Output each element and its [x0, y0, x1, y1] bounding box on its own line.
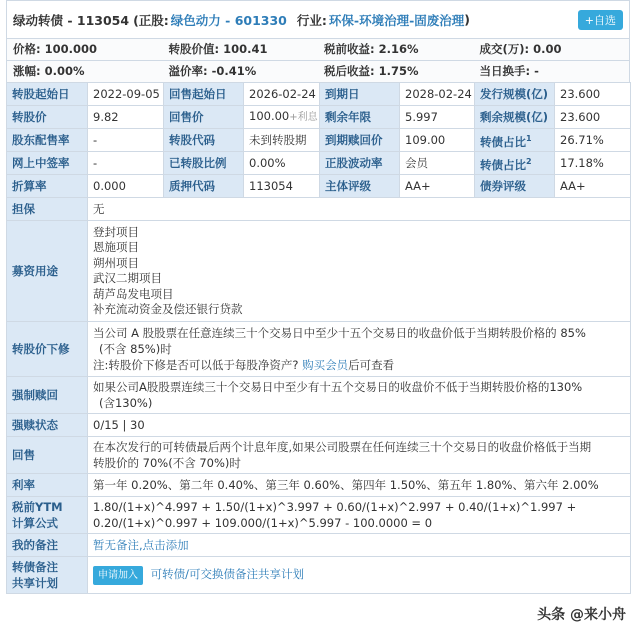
placement-rate-label: 股东配售率 [7, 129, 88, 152]
table-row [7, 129, 631, 152]
pledge-code-value: 113054 [244, 175, 320, 198]
rate-value: 第一年 0.20%、第二年 0.40%、第三年 0.60%、第四年 1.50%、第五年 1.80%、第六年 2.00% [88, 474, 631, 497]
force-redeem-label: 强制赎回 [7, 377, 88, 414]
my-note-row [7, 534, 631, 557]
bond-info-table [6, 82, 631, 594]
conversion-start-label: 转股起始日 [7, 83, 88, 106]
bond-rating-value: AA+ [555, 175, 631, 198]
conversion-price-value: 9.82 [88, 106, 164, 129]
my-note-link[interactable]: 暂无备注,点击添加 [88, 534, 631, 557]
quote-conversion-value: 转股价值: 100.41 [168, 42, 268, 56]
bond-ratio-2-value: 17.18% [555, 152, 631, 175]
list-item: 补充流动资金及偿还银行贷款 [93, 302, 243, 316]
redemption-price-label: 到期赎回价 [320, 129, 400, 152]
issue-size-label: 发行规模(亿) [475, 83, 555, 106]
table-row [7, 106, 631, 129]
issuer-rating-label: 主体评级 [320, 175, 400, 198]
share-note-cell [88, 557, 631, 594]
placement-rate-value: - [88, 129, 164, 152]
bond-ratio-1-value: 26.71% [555, 129, 631, 152]
my-note-label: 我的备注 [7, 534, 88, 557]
conversion-code-label: 转股代码 [164, 129, 244, 152]
share-note-label: 转债备注 共享计划 [7, 557, 88, 594]
bond-detail-panel [6, 0, 630, 594]
force-redeem-row [7, 377, 631, 414]
maturity-date-label: 到期日 [320, 83, 400, 106]
maturity-date-value: 2028-02-24 [400, 83, 475, 106]
conversion-price-label: 转股价 [7, 106, 88, 129]
put-back-row [7, 437, 631, 474]
price-down-text: 当公司 A 股股票在任意连续三十个交易日中至少十五个交易日的收盘价低于当期转股价格的 85% (不含 85%)时 注:转股价下修是否可以低于每股净资产? 购买会员后可查看 [88, 322, 631, 377]
discount-rate-label: 折算率 [7, 175, 88, 198]
list-item: 朔州项目 [93, 255, 139, 270]
guarantee-row [7, 198, 631, 221]
stock-volatility-link[interactable]: 会员 [400, 152, 475, 175]
put-start-value: 2026-02-24 [244, 83, 320, 106]
stock-prefix: (正股: [133, 12, 169, 28]
put-back-text: 在本次发行的可转债最后两个计息年度,如果公司股票在任何连续三十个交易日的收盘价格低于当期 转股价的 70%(不含 70%)时 [88, 437, 631, 474]
price-down-row [7, 322, 631, 377]
put-price-value: 100.00+利息 [244, 106, 320, 129]
fund-use-list [88, 221, 631, 322]
ytm-label: 税前YTM 计算公式 [7, 497, 88, 534]
stock-link[interactable]: 绿色动力 - 601330 [170, 12, 287, 28]
redeem-status-label: 强赎状态 [7, 414, 88, 437]
quote-row-1 [6, 38, 630, 60]
share-note-row [7, 557, 631, 594]
force-redeem-text: 如果公司A股股票连续三十个交易日中至少有十五个交易日的收盘价不低于当期转股价格的130% (含130%) [88, 377, 631, 414]
redeem-status-row [7, 414, 631, 437]
remaining-years-value: 5.997 [400, 106, 475, 129]
issue-size-value: 23.600 [555, 83, 631, 106]
put-back-label: 回售 [7, 437, 88, 474]
quote-aftertax-yield: 税后收益: 1.75% [324, 64, 419, 78]
stock-volatility-label: 正股波动率 [320, 152, 400, 175]
fund-use-row [7, 221, 631, 322]
quote-turnover: 当日换手: - [479, 64, 539, 78]
remaining-size-value: 23.600 [555, 106, 631, 129]
table-row [7, 83, 631, 106]
bond-name: 绿动转债 - 113054 [13, 12, 130, 28]
industry-label: 行业: [296, 12, 327, 28]
put-start-label: 回售起始日 [164, 83, 244, 106]
bond-ratio-1-label: 转债占比$^1$ [475, 129, 555, 152]
quote-volume: 成交(万): 0.00 [479, 42, 562, 56]
apply-join-button[interactable]: 申请加入 [93, 566, 143, 585]
issuer-rating-value: AA+ [400, 175, 475, 198]
discount-rate-value: 0.000 [88, 175, 164, 198]
watermark: 头条 @来小舟 [537, 604, 626, 624]
ytm-formula: 1.80/(1+x)^4.997 + 1.50/(1+x)^3.997 + 0.60/(1+x)^2.997 + 0.40/(1+x)^1.997 + 0.20/(1+x)^0.997 + 109.000/(1+x)^5.997 - 100.0000 = 0 [88, 497, 631, 534]
rate-row [7, 474, 631, 497]
quote-row-2 [6, 60, 630, 82]
industry-link[interactable]: 环保-环境治理-固废治理 [328, 12, 465, 28]
lottery-rate-label: 网上中签率 [7, 152, 88, 175]
put-price-label: 回售价 [164, 106, 244, 129]
list-item: 登封项目 [93, 224, 139, 239]
ytm-row [7, 497, 631, 534]
buy-member-link[interactable]: 购买会员 [302, 358, 349, 372]
conversion-start-value: 2022-09-05 [88, 83, 164, 106]
table-row [7, 152, 631, 175]
guarantee-value: 无 [88, 198, 631, 221]
remaining-years-label: 剩余年限 [320, 106, 400, 129]
list-item: 葫芦岛发电项目 [93, 286, 174, 301]
bond-rating-label: 债券评级 [475, 175, 555, 198]
add-watchlist-button[interactable]: +自选 [578, 10, 623, 30]
list-item: 恩施项目 [93, 240, 139, 254]
pledge-code-label: 质押代码 [164, 175, 244, 198]
price-down-label: 转股价下修 [7, 322, 88, 377]
conversion-code-value: 未到转股期 [244, 129, 320, 152]
redemption-price-value: 109.00 [400, 129, 475, 152]
guarantee-label: 担保 [7, 198, 88, 221]
fund-use-label: 募资用途 [7, 221, 88, 322]
table-row [7, 175, 631, 198]
close-paren: ) [464, 12, 470, 27]
rate-label: 利率 [7, 474, 88, 497]
quote-price: 价格: 100.000 [13, 42, 98, 56]
remaining-size-label: 剩余规模(亿) [475, 106, 555, 129]
quote-pretax-yield: 税前收益: 2.16% [324, 42, 419, 56]
quote-premium: 溢价率: -0.41% [168, 64, 257, 78]
list-item: 武汉二期项目 [93, 271, 162, 285]
bond-ratio-2-label: 转债占比$^2$ [475, 152, 555, 175]
bond-header [6, 0, 630, 38]
share-plan-link[interactable]: 可转债/可交换债备注共享计划 [150, 566, 305, 581]
converted-ratio-value: 0.00% [244, 152, 320, 175]
quote-change: 涨幅: 0.00% [13, 64, 85, 78]
redeem-status-value: 0/15 | 30 [88, 414, 631, 437]
converted-ratio-label: 已转股比例 [164, 152, 244, 175]
lottery-rate-value: - [88, 152, 164, 175]
